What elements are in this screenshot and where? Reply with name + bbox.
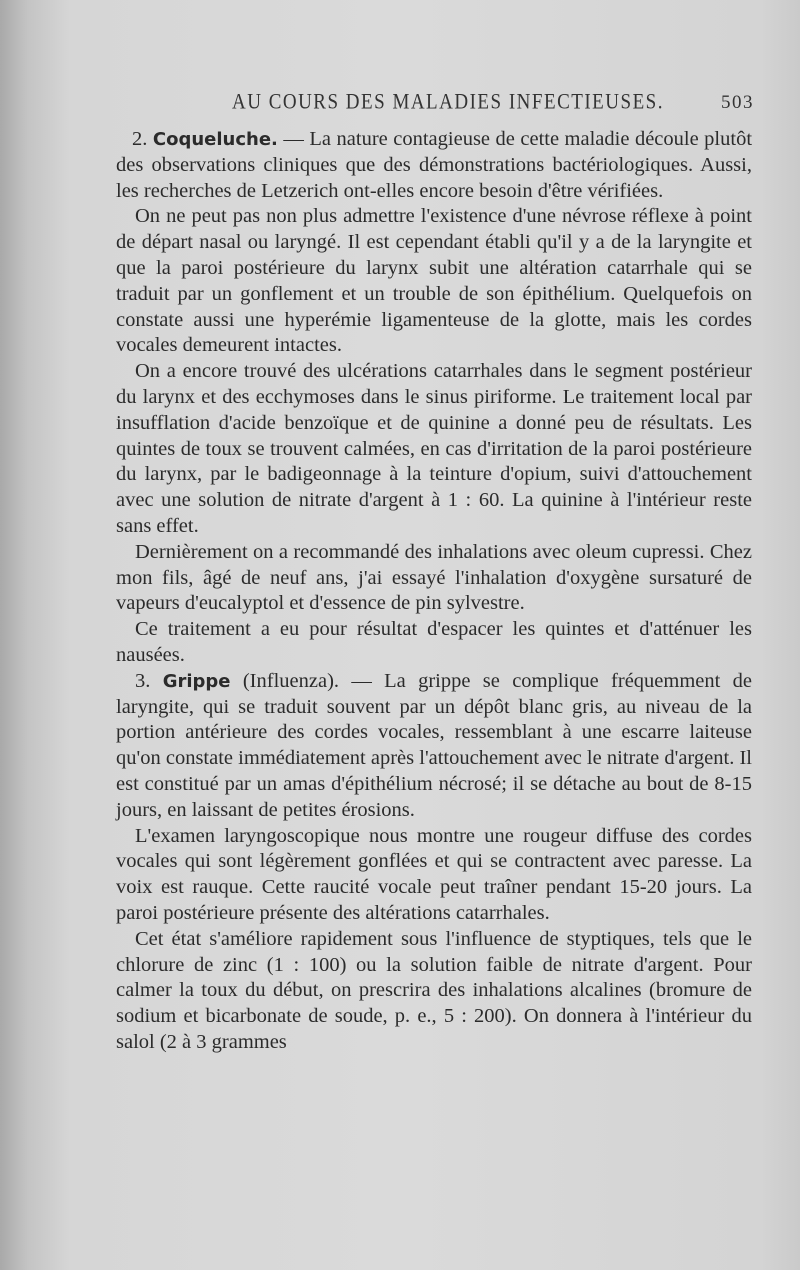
paragraph — [116, 669, 752, 824]
paragraph: Dernièrement on a recommandé des inhalations avec oleum cupressi. Chez mon fils, âgé de neuf ans, j'ai essayé l'inhalation d'oxygène sursaturé de vapeurs d'eucalyptol et d'essence de pin sylvestre. — [116, 540, 752, 615]
section-heading: Grippe — [162, 670, 231, 692]
paragraph-text: — La nature contagieuse de cette maladie découle plutôt des observations cliniques que des démonstrations bactériologiques. Aussi, les recherches de Letzerich ont-elles encore besoin d'être vérifiées. — [116, 128, 753, 202]
page-body — [116, 127, 752, 1056]
paragraph: On ne peut pas non plus admettre l'existence d'une névrose réflexe à point de départ nasal ou laryngé. Il est cependant établi qu'il y a de la laryngite et que la paroi postérieure du larynx subit une altération catarrhale qui se traduit par un gonflement et un trouble de son épithélium. Quelquefois on constate aussi une hyperémie ligamenteuse de la glotte, mais les cordes vocales demeurent intactes. — [116, 205, 752, 357]
paragraph: Cet état s'améliore rapidement sous l'influence de styptiques, tels que le chlorure de zinc (1 : 100) ou la solution faible de nitrate d'argent. Pour calmer la toux du début, on prescrira des inhalations alcalines (bromure de sodium et bicarbonate de soude, p. e., 5 : 200). On donnera à l'intérieur du salol (2 à 3 grammes — [116, 927, 752, 1053]
paragraph: L'examen laryngoscopique nous montre une rougeur diffuse des cordes vocales qui sont légèrement gonflées et qui se contractent avec paresse. La voix est rauque. Cette raucité vocale peut traîner pendant 15-20 jours. La paroi postérieure présente des altérations catarrhales. — [116, 824, 752, 924]
section-number: 2. — [132, 128, 148, 150]
paragraph-text: (Influenza). — La grippe se complique fréquemment de laryngite, qui se traduit souvent par un dépôt blanc gris, au niveau de la portion antérieure des cordes vocales, ressemblant à une escarre laiteuse qu'on constate immédiatement après l'attouchement avec le nitrate d'argent. Il est constitué par un amas d'épithélium nécrosé; il se détache au bout de 8-15 jours, en laissant de petites érosions. — [116, 669, 753, 821]
running-header — [232, 92, 754, 114]
running-title: AU COURS DES MALADIES INFECTIEUSES. — [232, 90, 664, 115]
paragraph: On a encore trouvé des ulcérations catarrhales dans le segment postérieur du larynx et des ecchymoses dans le sinus piriforme. Le traitement local par insufflation d'acide benzoïque et de quinine a donné peu de résultats. Les quintes de toux se trouvent calmées, en cas d'irritation de la paroi postérieure du larynx, par le badigeonnage à la teinture d'opium, suivi d'attouchement avec une solution de nitrate d'argent à 1 : 60. La quinine à l'intérieur reste sans effet. — [116, 360, 752, 537]
section-number: 3. — [135, 669, 151, 692]
section-heading: Coqueluche. — [152, 129, 278, 150]
page-number: 503 — [721, 92, 754, 113]
paragraph: Ce traitement a eu pour résultat d'espacer les quintes et d'atténuer les nausées. — [116, 618, 752, 666]
paragraph — [116, 127, 752, 204]
